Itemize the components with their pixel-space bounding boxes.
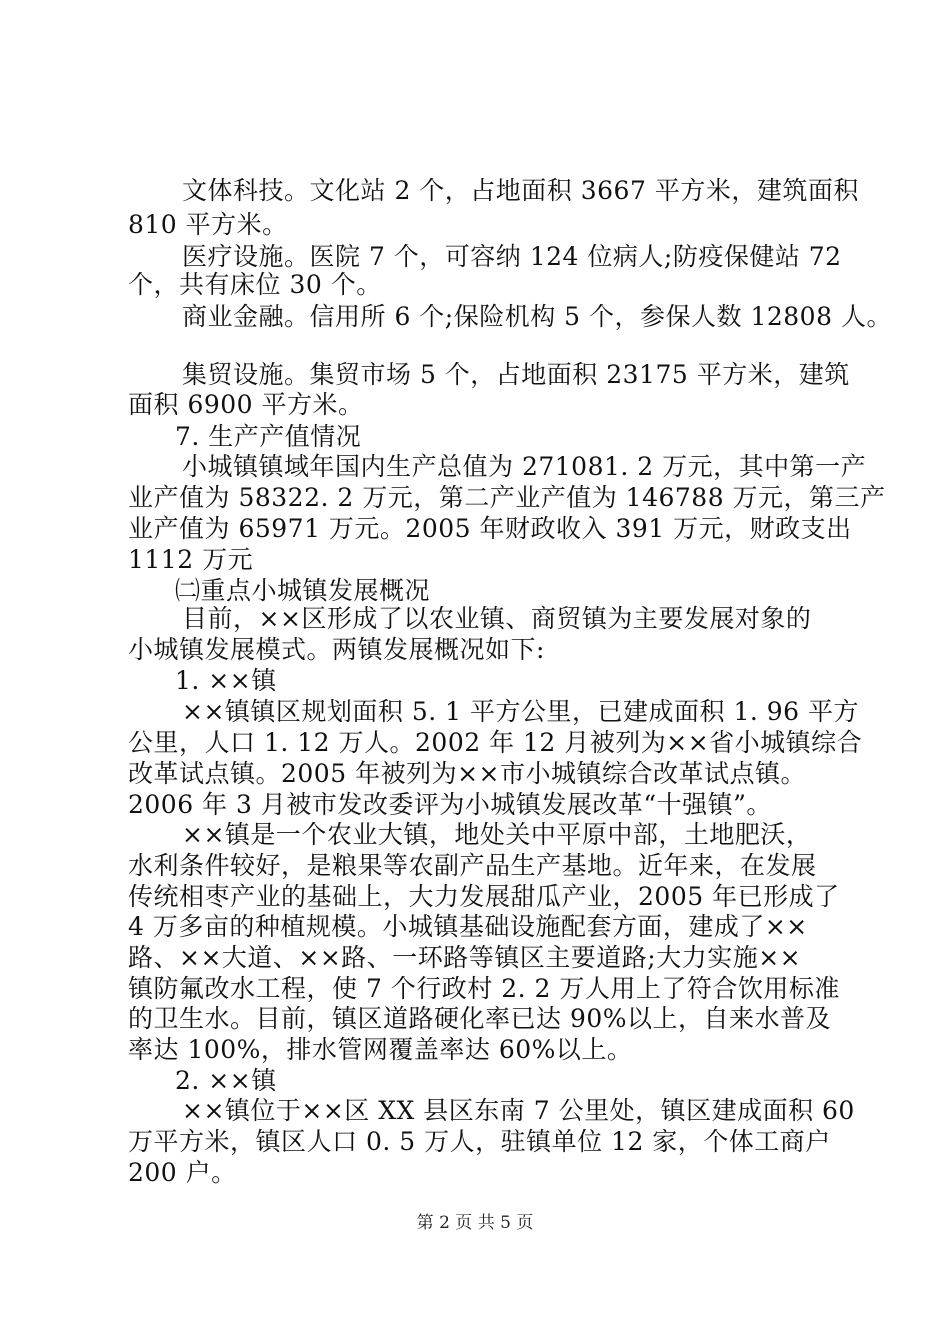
section-heading: ㈡重点小城镇发展概况 — [175, 576, 431, 605]
body-text-line: 医疗设施。医院 7 个，可容纳 124 位病人;防疫保健站 72 — [182, 242, 842, 271]
section-heading: 2. ××镇 — [175, 1066, 277, 1095]
body-text-line: 的卫生水。目前，镇区道路硬化率已达 90%以上，自来水普及 — [128, 1004, 832, 1033]
body-text-line: 镇防氟改水工程，使 7 个行政村 2. 2 万人用上了符合饮用标准 — [128, 974, 840, 1003]
body-text-line: 传统相枣产业的基础上，大力发展甜瓜产业，2005 年已形成了 — [128, 882, 840, 911]
body-text-line: 2006 年 3 月被市发改委评为小城镇发展改革“十强镇”。 — [128, 790, 772, 819]
section-heading: 1. ××镇 — [175, 666, 277, 695]
body-text-line: 文体科技。文化站 2 个，占地面积 3667 平方米，建筑面积 — [182, 176, 859, 205]
body-text-line: 率达 100%，排水管网覆盖率达 60%以上。 — [128, 1035, 633, 1064]
body-text-line: 小城镇镇域年国内生产总值为 271081. 2 万元，其中第一产 — [182, 452, 867, 481]
body-text-line: 小城镇发展模式。两镇发展概况如下: — [128, 635, 545, 664]
body-text-line: ××镇位于××区 XX 县区东南 7 公里处，镇区建成面积 60 — [182, 1096, 855, 1125]
body-text-line: 商业金融。信用所 6 个;保险机构 5 个，参保人数 12808 人。 — [182, 302, 892, 331]
body-text-line: 面积 6900 平方米。 — [128, 390, 364, 419]
body-text-line: 业产值为 65971 万元。2005 年财政收入 391 万元，财政支出 — [128, 514, 852, 543]
body-text-line: 目前，××区形成了以农业镇、商贸镇为主要发展对象的 — [182, 604, 812, 633]
body-text-line: ××镇镇区规划面积 5. 1 平方公里，已建成面积 1. 96 平方 — [182, 697, 859, 726]
body-text-line: 改革试点镇。2005 年被列为××市小城镇综合改革试点镇。 — [128, 759, 806, 788]
body-text-line: 个，共有床位 30 个。 — [128, 270, 382, 299]
body-text-line: 万平方米，镇区人口 0. 5 万人，驻镇单位 12 家，个体工商户 — [128, 1127, 831, 1156]
body-text-line: 水利条件较好，是粮果等农副产品生产基地。近年来，在发展 — [128, 851, 817, 880]
section-heading: 7. 生产产值情况 — [175, 422, 362, 451]
body-text-line: 集贸设施。集贸市场 5 个，占地面积 23175 平方米，建筑 — [182, 360, 850, 389]
body-text-line: 公里，人口 1. 12 万人。2002 年 12 月被列为××省小城镇综合 — [128, 728, 863, 757]
body-text-line: ××镇是一个农业大镇，地处关中平原中部，土地肥沃， — [182, 820, 812, 849]
body-text-line: 路、××大道、××路、一环路等镇区主要道路;大力实施×× — [128, 943, 802, 972]
body-text-line: 业产值为 58322. 2 万元，第二产业产值为 146788 万元，第三产 — [128, 483, 886, 512]
body-text-line: 200 户。 — [128, 1158, 237, 1187]
body-text-line: 4 万多亩的种植规模。小城镇基础设施配套方面，建成了×× — [128, 912, 808, 941]
body-text-line: 1112 万元 — [128, 545, 254, 574]
page-number-footer: 第 2 页 共 5 页 — [416, 1213, 534, 1233]
body-text-line: 810 平方米。 — [128, 210, 288, 239]
